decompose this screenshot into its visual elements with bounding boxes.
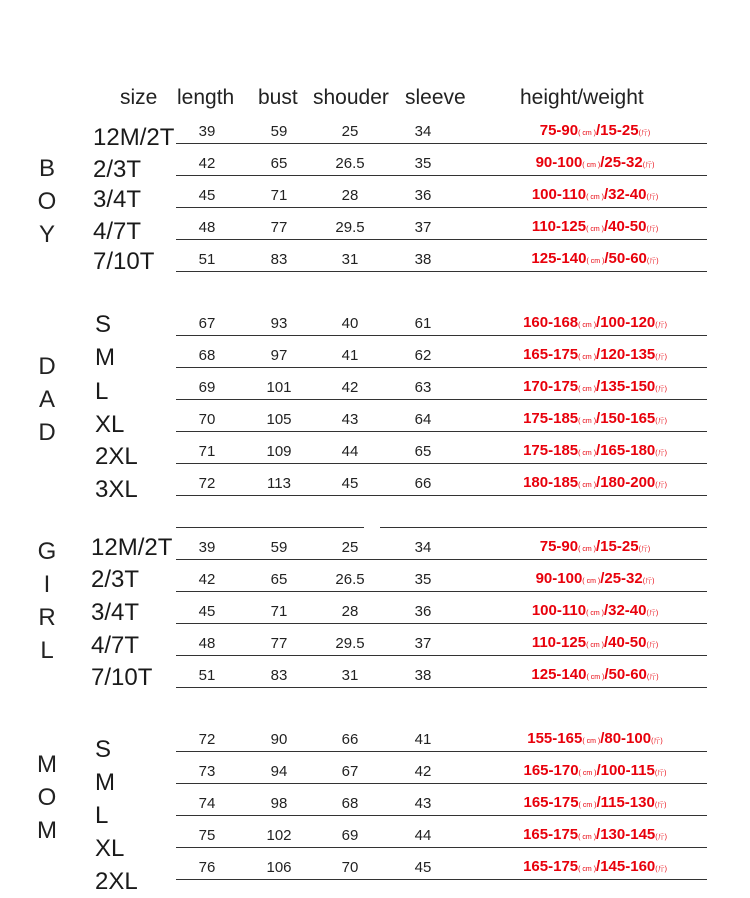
weight-range: /50-60 <box>604 666 647 683</box>
weight-range: /165-180 <box>596 442 656 459</box>
cell-length: 72 <box>198 731 216 748</box>
row-divider <box>176 335 707 336</box>
size-label: 12M/2T <box>93 124 175 151</box>
table-row <box>0 475 750 495</box>
table-row <box>0 251 750 271</box>
cell-bust: 102 <box>266 827 292 844</box>
cell-shoulder: 28 <box>341 603 359 620</box>
row-divider <box>176 463 707 464</box>
group-label-letter: O <box>37 188 57 215</box>
cell-height-weight <box>455 154 735 171</box>
size-label: 12M/2T <box>91 534 173 561</box>
height-range: 155-165 <box>527 730 583 747</box>
cell-height-weight <box>455 314 735 331</box>
cell-shoulder: 41 <box>341 347 359 364</box>
size-label: 3/4T <box>93 186 142 213</box>
cell-bust: 77 <box>270 635 288 652</box>
cell-sleeve: 43 <box>414 795 432 812</box>
size-label: S <box>95 736 112 763</box>
cell-shoulder: 70 <box>341 859 359 876</box>
group-label-letter: G <box>37 538 57 565</box>
cell-height-weight <box>455 634 735 651</box>
size-label: 2XL <box>95 868 138 895</box>
height-range: 125-140 <box>531 666 587 683</box>
unit-cm: ( cm ) <box>582 738 601 745</box>
cell-height-weight <box>455 378 735 395</box>
unit-jin: (斤) <box>655 354 667 361</box>
height-range: 175-185 <box>523 410 579 427</box>
group-label-letter: D <box>38 353 56 380</box>
cell-sleeve: 37 <box>414 635 432 652</box>
cell-sleeve: 62 <box>414 347 432 364</box>
unit-cm: ( cm ) <box>578 770 597 777</box>
cell-height-weight <box>455 826 735 843</box>
cell-shoulder: 26.5 <box>335 571 365 588</box>
cell-sleeve: 41 <box>414 731 432 748</box>
height-range: 175-185 <box>523 442 579 459</box>
cell-height-weight <box>455 730 735 747</box>
weight-range: /135-150 <box>596 378 656 395</box>
cell-height-weight <box>455 250 735 267</box>
cell-sleeve: 65 <box>414 443 432 460</box>
group-label-letter: L <box>40 637 54 664</box>
unit-jin: (斤) <box>646 258 659 265</box>
cell-bust: 83 <box>270 667 288 684</box>
unit-jin: (斤) <box>646 610 659 617</box>
cell-bust: 94 <box>270 763 288 780</box>
size-label: L <box>95 802 109 829</box>
cell-shoulder: 68 <box>341 795 359 812</box>
row-divider <box>176 399 707 400</box>
cell-bust: 77 <box>270 219 288 236</box>
unit-jin: (斤) <box>638 130 651 137</box>
section-divider <box>176 527 364 528</box>
row-divider <box>176 687 707 688</box>
cell-length: 51 <box>198 667 216 684</box>
group-label-letter: D <box>38 419 56 446</box>
height-range: 100-110 <box>531 602 587 619</box>
cell-sleeve: 36 <box>414 603 432 620</box>
height-range: 90-100 <box>535 570 583 587</box>
unit-cm: ( cm ) <box>582 578 601 585</box>
table-row <box>0 827 750 847</box>
cell-bust: 71 <box>270 187 288 204</box>
cell-bust: 90 <box>270 731 288 748</box>
cell-bust: 83 <box>270 251 288 268</box>
unit-jin: (斤) <box>646 194 659 201</box>
table-row <box>0 635 750 655</box>
group-label-letter: O <box>37 784 57 811</box>
cell-sleeve: 38 <box>414 251 432 268</box>
row-divider <box>176 847 707 848</box>
cell-bust: 105 <box>266 411 292 428</box>
size-label: 2XL <box>95 443 138 470</box>
cell-length: 51 <box>198 251 216 268</box>
unit-jin: (斤) <box>655 322 667 329</box>
height-range: 125-140 <box>531 250 587 267</box>
unit-cm: ( cm ) <box>578 418 597 425</box>
cell-bust: 97 <box>270 347 288 364</box>
row-divider <box>176 655 707 656</box>
size-label: 4/7T <box>91 632 140 659</box>
height-range: 100-110 <box>531 186 587 203</box>
cell-bust: 106 <box>266 859 292 876</box>
cell-length: 75 <box>198 827 216 844</box>
size-label: M <box>95 769 115 796</box>
unit-jin: (斤) <box>655 450 667 457</box>
height-range: 110-125 <box>531 634 587 651</box>
cell-shoulder: 25 <box>341 123 359 140</box>
unit-cm: ( cm ) <box>578 802 597 809</box>
cell-length: 48 <box>198 219 216 236</box>
table-row <box>0 347 750 367</box>
row-divider <box>176 783 707 784</box>
weight-range: /130-145 <box>596 826 656 843</box>
unit-cm: ( cm ) <box>578 130 597 137</box>
unit-cm: ( cm ) <box>578 866 597 873</box>
cell-bust: 101 <box>266 379 292 396</box>
size-label: 2/3T <box>91 566 140 593</box>
cell-length: 68 <box>198 347 216 364</box>
cell-sleeve: 63 <box>414 379 432 396</box>
row-divider <box>176 175 707 176</box>
weight-range: /40-50 <box>603 218 647 235</box>
height-range: 165-175 <box>523 794 579 811</box>
cell-length: 45 <box>198 603 216 620</box>
weight-range: /50-60 <box>604 250 647 267</box>
cell-sleeve: 66 <box>414 475 432 492</box>
unit-jin: (斤) <box>655 866 667 873</box>
height-range: 110-125 <box>531 218 587 235</box>
cell-sleeve: 34 <box>414 539 432 556</box>
cell-height-weight <box>455 122 735 139</box>
group-label-letter: Y <box>38 221 55 248</box>
unit-jin: (斤) <box>655 418 667 425</box>
size-label: M <box>95 344 115 371</box>
size-label: 7/10T <box>93 248 155 275</box>
header-size: size <box>120 86 158 109</box>
table-row <box>0 859 750 879</box>
unit-jin: (斤) <box>655 482 667 489</box>
unit-cm: ( cm ) <box>578 450 597 457</box>
unit-jin: (斤) <box>654 802 667 809</box>
unit-cm: ( cm ) <box>578 834 597 841</box>
cell-length: 39 <box>198 123 216 140</box>
unit-cm: ( cm ) <box>586 226 604 233</box>
cell-height-weight <box>455 794 735 811</box>
cell-height-weight <box>455 474 735 491</box>
height-range: 165-175 <box>523 826 579 843</box>
cell-sleeve: 35 <box>414 155 432 172</box>
row-divider <box>176 623 707 624</box>
unit-jin: (斤) <box>655 386 667 393</box>
group-label-letter: A <box>38 386 55 413</box>
cell-bust: 59 <box>270 539 288 556</box>
cell-shoulder: 66 <box>341 731 359 748</box>
table-row <box>0 667 750 687</box>
height-range: 90-100 <box>535 154 583 171</box>
cell-length: 70 <box>198 411 216 428</box>
header-bust: bust <box>258 86 298 109</box>
weight-range: /115-130 <box>596 794 655 811</box>
weight-range: /40-50 <box>603 634 647 651</box>
cell-bust: 98 <box>270 795 288 812</box>
table-row <box>0 571 750 591</box>
unit-jin: (斤) <box>642 578 655 585</box>
unit-cm: ( cm ) <box>586 194 604 201</box>
weight-range: /150-165 <box>596 410 656 427</box>
unit-cm: ( cm ) <box>578 386 597 393</box>
cell-length: 74 <box>198 795 216 812</box>
size-label: 3XL <box>95 476 138 503</box>
weight-range: /100-120 <box>596 314 656 331</box>
size-label: 7/10T <box>91 664 153 691</box>
cell-shoulder: 43 <box>341 411 359 428</box>
cell-sleeve: 36 <box>414 187 432 204</box>
table-row <box>0 411 750 431</box>
cell-height-weight <box>455 666 735 683</box>
weight-range: /180-200 <box>596 474 656 491</box>
size-label: XL <box>95 835 125 862</box>
cell-shoulder: 69 <box>341 827 359 844</box>
row-divider <box>176 207 707 208</box>
cell-height-weight <box>455 186 735 203</box>
weight-range: /32-40 <box>603 186 647 203</box>
weight-range: /120-135 <box>596 346 656 363</box>
height-range: 165-175 <box>523 858 579 875</box>
header-height-weight: height/weight <box>520 86 644 109</box>
cell-height-weight <box>455 346 735 363</box>
row-divider <box>176 591 707 592</box>
cell-sleeve: 42 <box>414 763 432 780</box>
table-row <box>0 315 750 335</box>
cell-length: 67 <box>198 315 216 332</box>
cell-length: 76 <box>198 859 216 876</box>
group-label-letter: M <box>37 751 57 778</box>
cell-height-weight <box>455 538 735 555</box>
height-range: 165-175 <box>523 346 579 363</box>
unit-cm: ( cm ) <box>578 546 597 553</box>
row-divider <box>176 559 707 560</box>
cell-length: 45 <box>198 187 216 204</box>
cell-length: 48 <box>198 635 216 652</box>
cell-bust: 59 <box>270 123 288 140</box>
weight-range: /15-25 <box>596 122 639 139</box>
header-sleeve: sleeve <box>405 86 466 109</box>
group-label-letter: I <box>43 571 51 598</box>
height-range: 170-175 <box>523 378 579 395</box>
weight-range: /15-25 <box>596 538 639 555</box>
table-row <box>0 539 750 559</box>
table-row <box>0 603 750 623</box>
unit-cm: ( cm ) <box>586 642 604 649</box>
cell-shoulder: 67 <box>341 763 359 780</box>
unit-jin: (斤) <box>655 834 667 841</box>
row-divider <box>176 751 707 752</box>
cell-shoulder: 42 <box>341 379 359 396</box>
unit-jin: (斤) <box>646 642 659 649</box>
cell-length: 72 <box>198 475 216 492</box>
cell-length: 73 <box>198 763 216 780</box>
unit-cm: ( cm ) <box>578 322 597 329</box>
row-divider <box>176 431 707 432</box>
cell-bust: 109 <box>266 443 292 460</box>
cell-length: 42 <box>198 155 216 172</box>
height-range: 75-90 <box>539 538 579 555</box>
unit-cm: ( cm ) <box>586 258 605 265</box>
size-label: XL <box>95 411 125 438</box>
weight-range: /25-32 <box>600 154 643 171</box>
row-divider <box>176 271 707 272</box>
cell-length: 39 <box>198 539 216 556</box>
height-range: 160-168 <box>523 314 579 331</box>
table-row <box>0 219 750 239</box>
weight-range: /100-115 <box>596 762 655 779</box>
cell-sleeve: 35 <box>414 571 432 588</box>
unit-jin: (斤) <box>651 738 663 745</box>
cell-shoulder: 25 <box>341 539 359 556</box>
group-label-letter: R <box>38 604 56 631</box>
weight-range: /145-160 <box>596 858 656 875</box>
table-row <box>0 123 750 143</box>
unit-cm: ( cm ) <box>578 482 597 489</box>
size-label: 2/3T <box>93 156 142 183</box>
unit-cm: ( cm ) <box>582 162 601 169</box>
weight-range: /32-40 <box>603 602 647 619</box>
cell-sleeve: 45 <box>414 859 432 876</box>
row-divider <box>176 495 707 496</box>
unit-jin: (斤) <box>654 770 667 777</box>
cell-sleeve: 61 <box>414 315 432 332</box>
cell-shoulder: 44 <box>341 443 359 460</box>
cell-sleeve: 34 <box>414 123 432 140</box>
table-row <box>0 379 750 399</box>
cell-height-weight <box>455 762 735 779</box>
cell-shoulder: 29.5 <box>335 635 365 652</box>
row-divider <box>176 367 707 368</box>
unit-jin: (斤) <box>638 546 651 553</box>
header-shoulder: shouder <box>313 86 389 109</box>
height-range: 75-90 <box>539 122 579 139</box>
unit-cm: ( cm ) <box>586 674 605 681</box>
cell-shoulder: 31 <box>341 667 359 684</box>
cell-bust: 93 <box>270 315 288 332</box>
header-length: length <box>177 86 235 109</box>
cell-bust: 71 <box>270 603 288 620</box>
cell-sleeve: 44 <box>414 827 432 844</box>
table-row <box>0 187 750 207</box>
cell-length: 42 <box>198 571 216 588</box>
cell-height-weight <box>455 858 735 875</box>
unit-cm: ( cm ) <box>578 354 597 361</box>
cell-shoulder: 40 <box>341 315 359 332</box>
cell-sleeve: 64 <box>414 411 432 428</box>
table-row <box>0 795 750 815</box>
height-range: 165-170 <box>523 762 579 779</box>
cell-height-weight <box>455 410 735 427</box>
row-divider <box>176 239 707 240</box>
cell-length: 69 <box>198 379 216 396</box>
cell-shoulder: 45 <box>341 475 359 492</box>
cell-sleeve: 37 <box>414 219 432 236</box>
cell-height-weight <box>455 570 735 587</box>
unit-jin: (斤) <box>646 674 659 681</box>
cell-height-weight <box>455 218 735 235</box>
row-divider <box>176 815 707 816</box>
cell-shoulder: 28 <box>341 187 359 204</box>
size-label: S <box>95 311 112 338</box>
cell-height-weight <box>455 442 735 459</box>
cell-shoulder: 26.5 <box>335 155 365 172</box>
table-row <box>0 731 750 751</box>
row-divider <box>176 879 707 880</box>
table-row <box>0 763 750 783</box>
cell-shoulder: 29.5 <box>335 219 365 236</box>
group-label-letter: B <box>38 155 55 182</box>
cell-shoulder: 31 <box>341 251 359 268</box>
group-label-letter: M <box>37 817 57 844</box>
size-label: 4/7T <box>93 218 142 245</box>
size-label: 3/4T <box>91 599 140 626</box>
weight-range: /80-100 <box>600 730 652 747</box>
cell-bust: 65 <box>270 155 288 172</box>
height-range: 180-185 <box>523 474 579 491</box>
unit-jin: (斤) <box>646 226 659 233</box>
unit-jin: (斤) <box>642 162 655 169</box>
table-row <box>0 155 750 175</box>
cell-height-weight <box>455 602 735 619</box>
unit-cm: ( cm ) <box>586 610 604 617</box>
row-divider <box>176 143 707 144</box>
cell-bust: 65 <box>270 571 288 588</box>
table-row <box>0 443 750 463</box>
weight-range: /25-32 <box>600 570 643 587</box>
cell-bust: 113 <box>267 475 291 492</box>
cell-length: 71 <box>198 443 216 460</box>
size-label: L <box>95 378 109 405</box>
cell-sleeve: 38 <box>414 667 432 684</box>
section-divider <box>380 527 707 528</box>
